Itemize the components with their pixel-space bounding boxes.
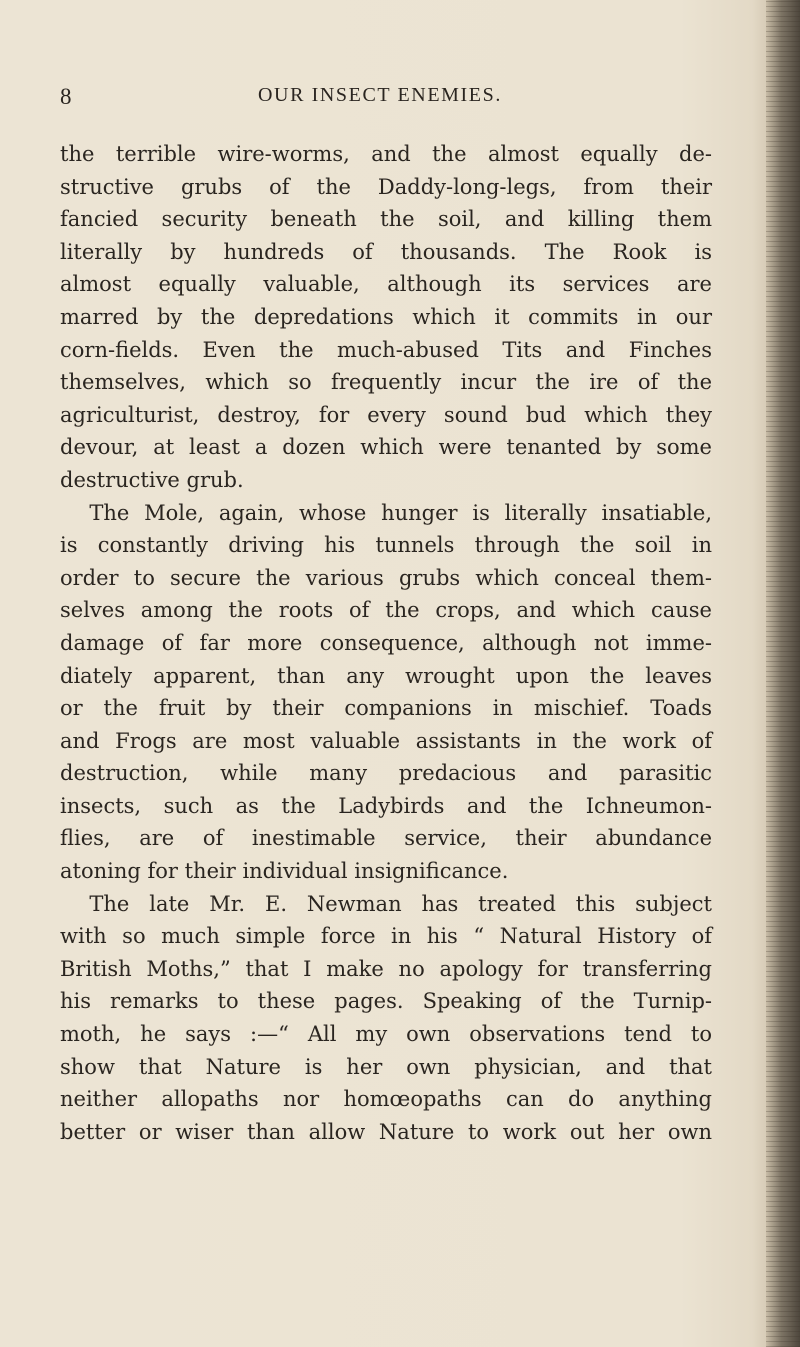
text-line: the terrible wire-worms, and the almost equally de- [60, 142, 712, 166]
text-line: his remarks to these pages. Speaking of the Turnip- [60, 989, 712, 1014]
text-line: or the fruit by their companions in mischief. Toads [60, 696, 712, 721]
text-line: show that Nature is her own physician, and that [60, 1054, 712, 1079]
text-line: selves among the roots of the crops, and which cause [60, 598, 712, 623]
text-line: British Moths,” that I make no apology for transferring [60, 956, 712, 981]
text-line: is constantly driving his tunnels through the soil in [60, 533, 712, 558]
text-line: and Frogs are most valuable assistants in the work of [60, 728, 712, 753]
text-line: marred by the depredations which it commits in our [60, 304, 712, 329]
body-text [60, 138, 712, 1148]
text-line: themselves, which so frequently incur the ire of the [60, 370, 712, 395]
text-line: neither allopaths nor homœopaths can do anything [60, 1087, 712, 1112]
text-line: with so much simple force in his “ Natural History of [60, 924, 712, 949]
text-line: insects, such as the Ladybirds and the Ichneumon- [60, 793, 712, 818]
text-line: destruction, while many predacious and parasitic [60, 761, 712, 786]
text-line: literally by hundreds of thousands. The Rook is [60, 239, 712, 264]
text-line: corn-fields. Even the much-abused Tits and Finches [60, 337, 712, 362]
text-line: The late Mr. E. Newman has treated this subject [89, 891, 712, 916]
text-line: devour, at least a dozen which were tenanted by some [60, 435, 712, 460]
text-line: structive grubs of the Daddy-long-legs, from their [60, 174, 712, 199]
text-line: diately apparent, than any wrought upon the leaves [60, 663, 712, 688]
text-line: flies, are of inestimable service, their abundance [60, 826, 712, 851]
running-title: OUR INSECT ENEMIES. [258, 84, 502, 106]
text-line: almost equally valuable, although its services are [60, 272, 712, 297]
text-line: atoning for their individual insignificance. [60, 859, 509, 884]
text-line: The Mole, again, whose hunger is literally insatiable, [89, 500, 712, 525]
text-line: fancied security beneath the soil, and killing them [60, 207, 712, 232]
text-line: order to secure the various grubs which conceal them- [60, 565, 712, 590]
text-line: agriculturist, destroy, for every sound bud which they [60, 402, 712, 427]
text-line: better or wiser than allow Nature to work out her own [60, 1119, 712, 1144]
text-line: moth, he says :—“ All my own observations tend to [60, 1022, 712, 1047]
text-line: damage of far more consequence, although not imme- [60, 630, 712, 655]
page-number: 8 [60, 84, 73, 109]
page-edge [766, 0, 800, 1347]
text-line: destructive grub. [60, 467, 244, 492]
page-header [60, 84, 710, 114]
